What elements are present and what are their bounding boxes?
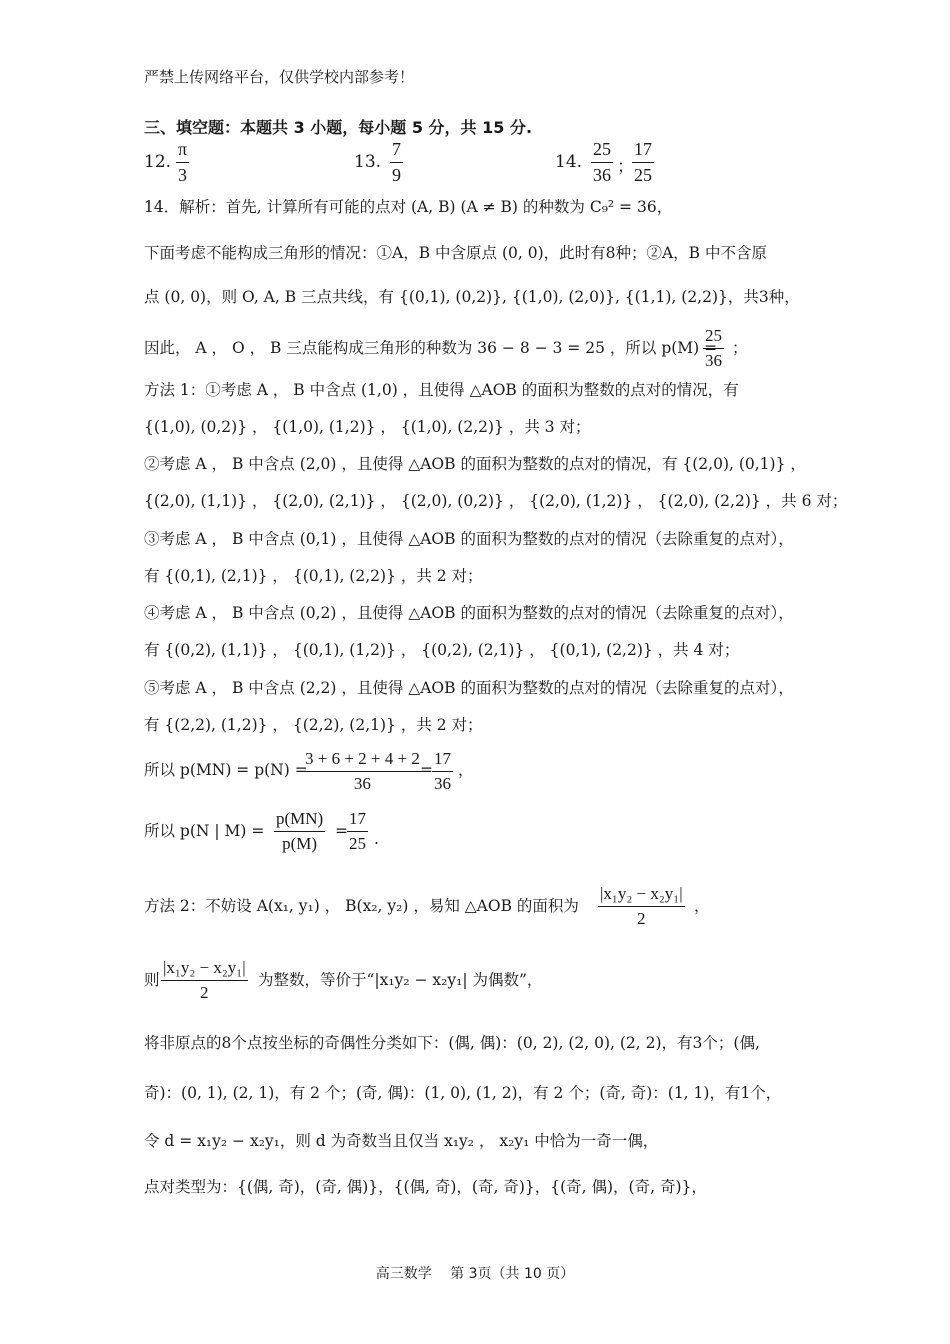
solution-line: 奇)：(0, 1), (2, 1)，有 2 个；(奇, 偶)：(1, 0), (1, 2)，有 2 个；(奇, 奇)：(1, 1)，有1个， (144, 1084, 782, 1102)
fraction: 17 36 (434, 749, 451, 793)
solution-line: 14．解析：首先, 计算所有可能的点对 (A, B) (A ≠ B) 的种数为 C₉² = 36， (144, 198, 673, 216)
section-title: 三、填空题：本题共 3 小题，每小题 5 分，共 15 分. (144, 118, 533, 137)
fraction: |x₁y₂ − x₂y₁| 2 (600, 884, 683, 928)
page-notice: 严禁上传网络平台，仅供学校内部参考！ (144, 68, 415, 86)
fraction: p(MN) p(M) (276, 809, 324, 853)
solution-line: {(2,0), (1,1)} ， {(2,0), (2,1)} ， {(2,0), (0,2)} ， {(2,0), (1,2)} ， {(2,0), (2,2)} ，共 6 对； (144, 492, 848, 510)
answer-fraction: π 3 (178, 139, 188, 185)
text-segment: = (420, 761, 433, 779)
text-segment: 方法 2：不妨设 A(x₁, y₁) ， B(x₂, y₂) ，易知 △AOB 的面积为 (144, 897, 579, 915)
solution-line: {(1,0), (0,2)} ， {(1,0), (1,2)} ， {(1,0), (2,2)} ，共 3 对； (144, 418, 591, 436)
solution-line: ②考虑 A ， B 中含点 (2,0) ，且使得 △AOB 的面积为整数的点对的情况，有 {(2,0), (0,1)} ， (144, 455, 806, 473)
answer-fraction: 25 36 (593, 139, 611, 185)
answer-separator: ； (617, 157, 634, 177)
solution-line: 有 {(0,1), (2,1)} ， {(0,1), (2,2)} ，共 2 对； (144, 567, 483, 585)
solution-line: 令 d = x₁y₂ − x₂y₁，则 d 为奇数当且仅当 x₁y₂ ， x₂y₁ 中恰为一奇一偶， (144, 1132, 659, 1150)
text-segment: ， (458, 761, 474, 779)
text-segment: 因此， A ， O ， B 三点能构成三角形的种数为 36 − 8 − 3 = 25 ，所以 p(M) = (144, 339, 718, 357)
solution-line: 将非原点的8个点按坐标的奇偶性分类如下：(偶, 偶)：(0, 2), (2, 0), (2, 2)，有3个；(偶, (144, 1034, 760, 1052)
question-number: 14. (555, 152, 583, 172)
text-segment: ， (694, 897, 710, 915)
text-segment: ； (732, 339, 748, 357)
solution-line: ⑤考虑 A ， B 中含点 (2,2) ，且使得 △AOB 的面积为整数的点对的情况（去除重复的点对）， (144, 679, 794, 697)
text-segment: 为整数，等价于“|x₁y₂ − x₂y₁| 为偶数”， (258, 971, 543, 989)
text-segment: = (335, 822, 348, 840)
fraction: |x₁y₂ − x₂y₁| 2 (163, 958, 246, 1002)
solution-line: ③考虑 A ， B 中含点 (0,1) ，且使得 △AOB 的面积为整数的点对的情况（去除重复的点对）， (144, 530, 794, 548)
solution-line: 有 {(2,2), (1,2)} ， {(2,2), (2,1)} ，共 2 对； (144, 716, 483, 734)
solution-line: 有 {(0,2), (1,1)} ， {(0,1), (1,2)} ， {(0,2), (2,1)} ， {(0,1), (2,2)} ，共 4 对； (144, 641, 740, 659)
fraction: 3 + 6 + 2 + 4 + 2 36 (305, 749, 420, 793)
fraction: 25 36 (705, 326, 722, 370)
solution-line: 点对类型为：{(偶, 奇)，(奇, 偶)}，{(偶, 奇)，(奇, 奇)}，{(奇, 偶)，(奇, 奇)}， (144, 1178, 707, 1196)
question-number: 13. (354, 152, 382, 172)
text-segment: 所以 p(N | M) = (144, 822, 265, 840)
solution-line: 点 (0, 0)，则 O, A, B 三点共线，有 {(0,1), (0,2)}, {(1,0), (2,0)}, {(1,1), (2,2)}，共3种， (144, 288, 800, 306)
solution-line: ④考虑 A ， B 中含点 (0,2) ，且使得 △AOB 的面积为整数的点对的情况（去除重复的点对）， (144, 604, 794, 622)
page-footer: 高三数学 第 3页（共 10 页） (375, 1266, 575, 1282)
answer-fraction: 7 9 (392, 139, 401, 185)
solution-line: 方法 1：①考虑 A ， B 中含点 (1,0) ，且使得 △AOB 的面积为整数的点对的情况，有 (144, 381, 739, 399)
fraction: 17 25 (349, 809, 366, 853)
solution-line: 下面考虑不能构成三角形的情况：①A，B 中含原点 (0, 0)，此时有8种；②A，B 中不含原 (144, 244, 767, 262)
text-segment: 则 (144, 971, 160, 989)
answer-fraction: 17 25 (634, 139, 652, 185)
text-segment: 所以 p(MN) = p(N) = (144, 761, 308, 779)
text-segment: . (374, 830, 379, 848)
question-number: 12. (144, 152, 172, 172)
